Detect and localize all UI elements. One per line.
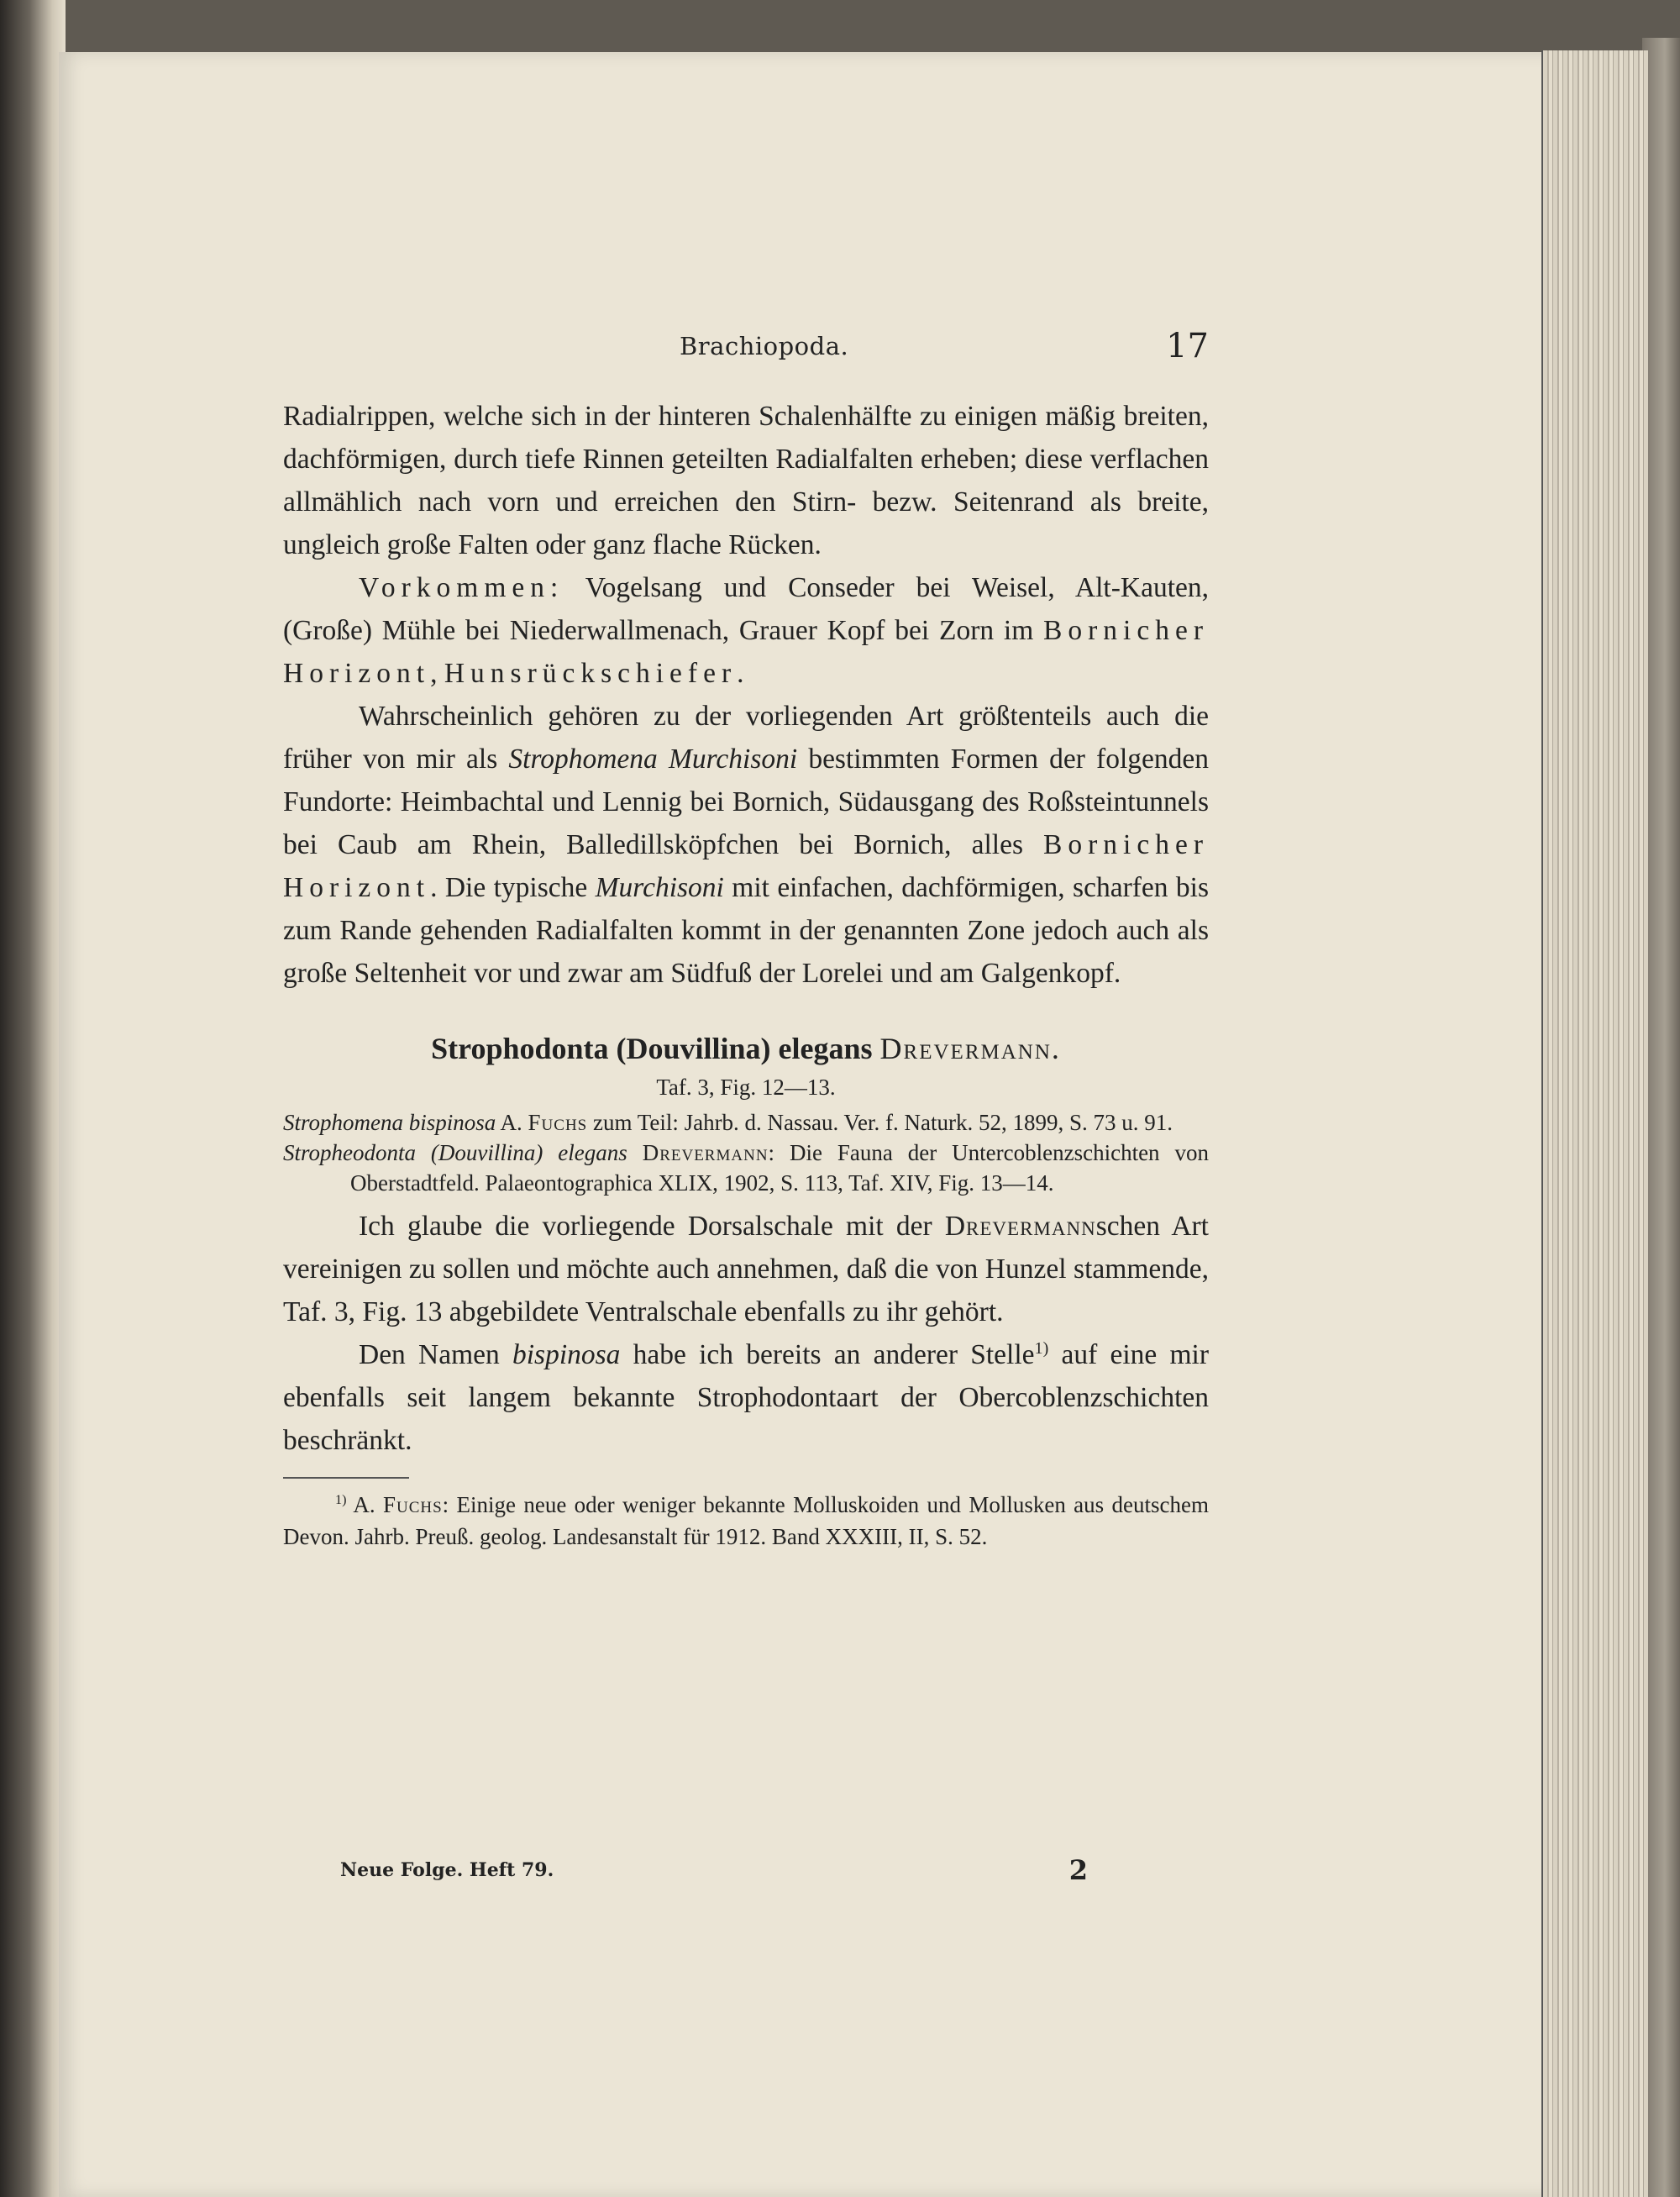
species-description: [283, 1205, 1209, 1462]
paragraph-discussion: [283, 695, 1209, 995]
taxon-name: Strophomena Murchisoni: [508, 744, 798, 775]
synonymy-entry: [283, 1107, 1209, 1138]
occurrence-lead: Vorkommen:: [359, 572, 564, 603]
footnote-author-initial: A.: [346, 1492, 383, 1517]
signature-number: 2: [1068, 1854, 1088, 1886]
running-title: Brachiopoda.: [680, 332, 849, 360]
taxon-name: Murchisoni: [595, 872, 724, 903]
synonym-author: Fuchs: [528, 1110, 588, 1135]
paragraph-naming: [283, 1333, 1209, 1462]
paragraph-text: habe ich bereits an anderer Stelle: [620, 1339, 1035, 1370]
signature-line: Neue Folge. Heft 79.: [340, 1859, 554, 1881]
synonym-author-initial: A.: [496, 1110, 528, 1135]
species-name: Strophodonta (Douvillina) elegans: [431, 1032, 873, 1065]
synonym-reference: : Die Fauna der Untercoblenzschichten von Oberstadtfeld. Palaeontographica XLIX, 1902, S. 113, Taf. XIV, Fig. 13—14.: [350, 1140, 1209, 1196]
paragraph-text: bestimmten Formen der folgenden Fundorte: Heimbachtal und Lennig bei Bornich, Südausgang des Roßsteintunnels bei Caub am Rhein, Balledillsköpfchen bei Bornich, alles: [283, 744, 1209, 860]
page-header: [283, 327, 1209, 374]
species-heading: [283, 1027, 1209, 1070]
page-number: 17: [1166, 327, 1209, 365]
taxon-name: bispinosa: [512, 1339, 621, 1370]
synonym-author: Drevermann: [642, 1140, 769, 1165]
paragraph-text: Radialrippen, welche sich in der hinteren Schalenhälfte zu einigen mäßig breiten, dachförmigen, durch tiefe Rinnen geteilten Radialfalten erheben; diese verflachen allmählich nach vorn und erreichen den Stirn- bezw. Seitenrand als breite, ungleich große Falten oder ganz flache Rücken.: [283, 401, 1209, 560]
paragraph-text: mit einfachen, dachförmigen, scharfen bis zum Rande gehenden Radialfalten kommt in der genannten Zone jedoch auch als große Seltenheit vor und zwar am Südfuß der Lorelei und am Galgenkopf.: [283, 872, 1209, 989]
paragraph-text: schen Art vereinigen zu sollen und möchte auch annehmen, daß die von Hunzel stammende, Taf. 3, Fig. 13 abgebildete Ventralschale ebenfalls zu ihr gehört.: [283, 1211, 1209, 1327]
horizon-name: Hunsrückschiefer: [444, 658, 738, 689]
paragraph-text: ,: [430, 658, 444, 689]
synonym-taxon: Strophomena bispinosa: [283, 1110, 496, 1135]
paragraph-text: Ich glaube die vorliegende Dorsalschale mit der: [359, 1211, 945, 1242]
footnote-divider: [283, 1477, 409, 1479]
paragraph-text: Den Namen: [359, 1339, 512, 1370]
footnote-reference: 1): [1034, 1338, 1049, 1358]
paragraph-occurrence: [283, 566, 1209, 695]
footnote: [283, 1489, 1209, 1553]
paragraph-identification: [283, 1205, 1209, 1333]
footnote-text: : Einige neue oder weniger bekannte Molluskoiden und Mollusken aus deutschem Devon. Jahrb. Preuß. geolog. Landesanstalt für 1912. Band XXXIII, II, S. 52.: [283, 1492, 1209, 1549]
horizon-name: Bornicher Horizont: [283, 615, 1209, 689]
synonym-taxon: Stropheodonta (Douvillina) elegans: [283, 1140, 627, 1165]
book-binding: [0, 0, 66, 2197]
page-footer: [340, 1854, 1088, 1893]
synonymy-entry: [283, 1138, 1209, 1198]
footnote-author: Fuchs: [382, 1492, 443, 1517]
synonym-author-initial: [627, 1140, 643, 1165]
horizon-name: Bornicher Horizont: [283, 829, 1209, 903]
species-author: Drevermann.: [879, 1032, 1061, 1065]
paragraph-continued: [283, 395, 1209, 566]
author-name: Drevermann: [944, 1211, 1096, 1242]
paragraph-text: . Die typische: [430, 872, 596, 903]
plate-reference: Taf. 3, Fig. 12—13.: [656, 1075, 836, 1100]
synonymy-list: [283, 1107, 1209, 1198]
page-edges: [1541, 50, 1648, 2197]
footnote-mark: 1): [335, 1492, 347, 1507]
paragraph-text: .: [737, 658, 744, 689]
paragraph-text: auf eine mir ebenfalls seit langem bekannte Strophodontaart der Obercoblenzschichten beschränkt.: [283, 1339, 1209, 1456]
paragraph-text: Vogelsang und Conseder bei Weisel, Alt-Kauten, (Große) Mühle bei Niederwallmenach, Grauer Kopf bei Zorn im: [283, 572, 1209, 646]
synonym-reference: zum Teil: Jahrb. d. Nassau. Ver. f. Naturk. 52, 1899, S. 73 u. 91.: [587, 1110, 1173, 1135]
page-body: [283, 395, 1209, 1553]
paragraph-text: Wahrscheinlich gehören zu der vorliegenden Art größtenteils auch die früher von mir als: [283, 701, 1209, 775]
